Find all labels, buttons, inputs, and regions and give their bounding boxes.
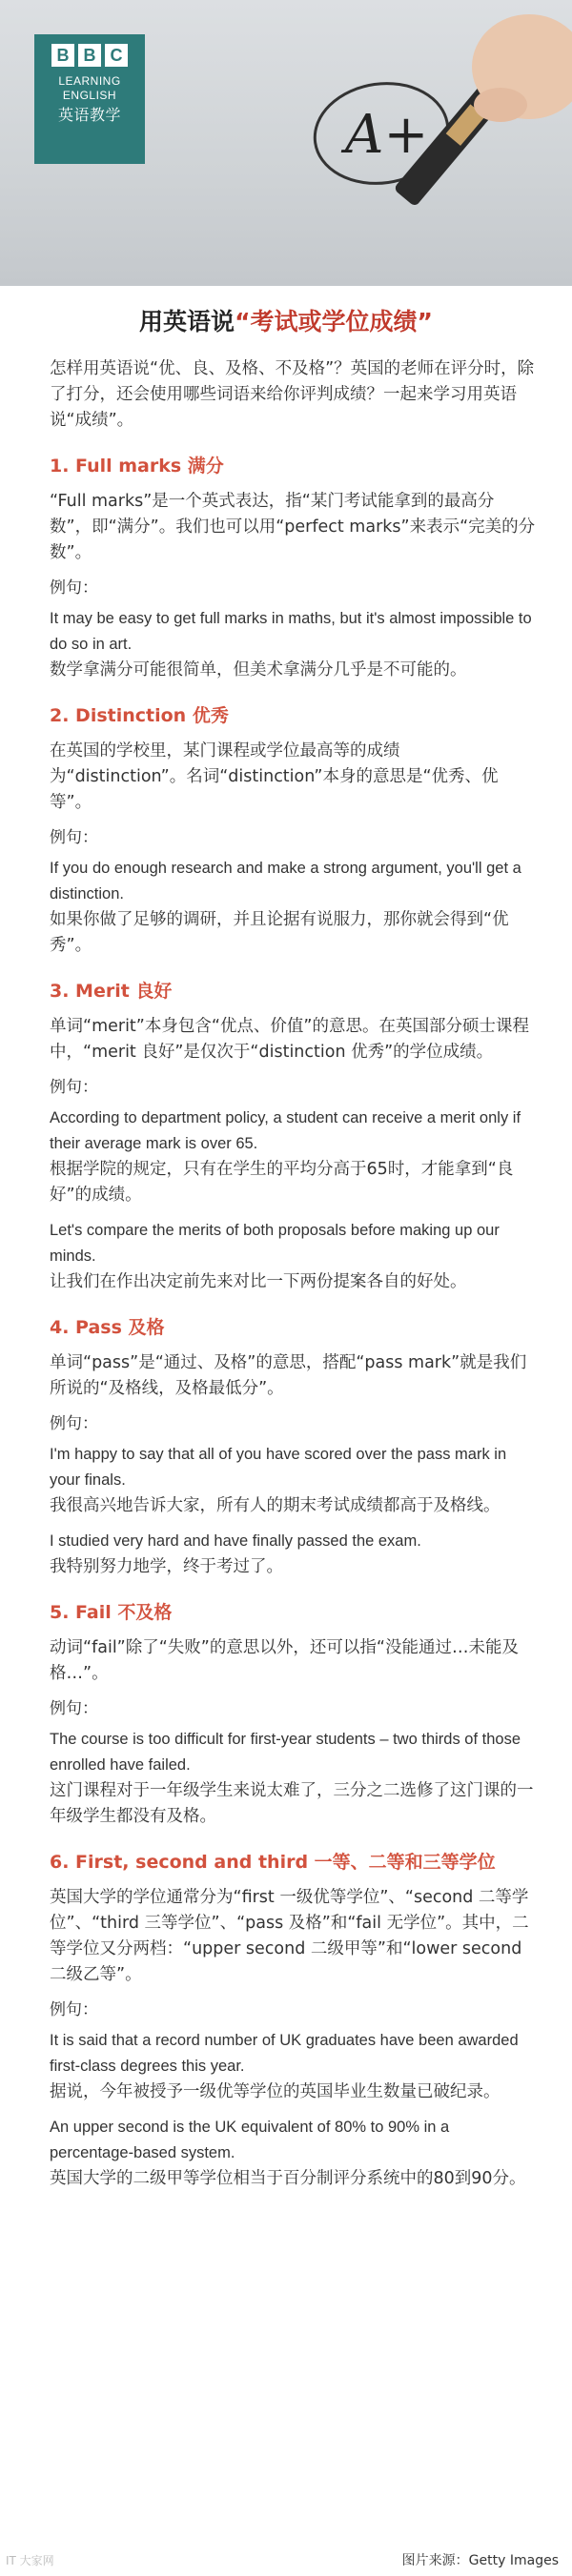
section-degree-classes [0,1849,572,2192]
section-heading: 5. Fail 不及格 [50,1602,173,1623]
section-heading: 1. Full marks 满分 [50,456,224,477]
example-label: 例句： [50,578,98,598]
example-english: The course is too difficult for first-year students – two thirds of those enrolled have failed. [50,1731,521,1774]
image-source: 图片来源：Getty Images [401,2553,559,2568]
example-chinese: 如果你做了足够的调研，并且论据有说服力，那你就会得到“优秀”。 [50,910,509,955]
example-label: 例句： [50,1078,98,1097]
example-chinese: 英国大学的二级甲等学位相当于百分制评分系统中的80到90分。 [50,2169,526,2188]
bbc-learning-english-logo [34,34,145,164]
section-heading: 6. First, second and third 一等、二等和三等学位 [50,1852,496,1873]
logo-line-learning: LEARNING [58,74,121,88]
title-prefix: 用英语说 [139,308,235,335]
example-english: According to department policy, a student can receive a merit only if their average mark is over 65. [50,1109,521,1152]
section-description: 英国大学的学位通常分为“first 一级优等学位”、“second 二等学位”、“third 三等学位”、“pass 及格”和“fail 无学位”。其中，二等学位又分两档：“upper second 二级甲等”和“lower second 二级乙等”。 [50,1888,529,1984]
example-english: Let's compare the merits of both proposals before making up our minds. [50,1222,500,1265]
grade-mark: A+ [345,104,429,166]
logo-chinese: 英语教学 [57,108,121,124]
hero-image [0,0,572,286]
section-full-marks [0,453,572,683]
intro-paragraph: 怎样用英语说“优、良、及格、不及格”？英国的老师在评分时，除了打分，还会使用哪些词语来给你评判成绩？一起来学习用英语说“成绩”。 [50,359,535,430]
section-heading: 2. Distinction 优秀 [50,705,229,726]
section-description: “Full marks”是一个英式表达，指“某门考试能拿到的最高分数”，即“满分”。我们也可以用“perfect marks”来表示“完美的分数”。 [50,492,536,562]
page-title [0,303,572,341]
section-fail [0,1599,572,1830]
section-description: 单词“pass”是“通过、及格”的意思，搭配“pass mark”就是我们所说的“及格线，及格最低分”。 [50,1353,527,1398]
example-chinese: 让我们在作出决定前先来对比一下两份提案各自的好处。 [50,1272,467,1291]
example-english: An upper second is the UK equivalent of 80% to 90% in a percentage-based system. [50,2119,450,2161]
bbc-letters [42,44,137,67]
section-description: 单词“merit”本身包含“优点、价值”的意思。在英国部分硕士课程中，“merit 良好”是仅次于“distinction 优秀”的学位成绩。 [50,1017,529,1062]
example-chinese: 这门课程对于一年级学生来说太难了，三分之二选修了这门课的一年级学生都没有及格。 [50,1781,534,1826]
section-pass [0,1314,572,1580]
article [0,286,572,2192]
example-label: 例句： [50,2000,98,2019]
example-chinese: 数学拿满分可能很简单，但美术拿满分几乎是不可能的。 [50,660,467,679]
example-chinese: 我特别努力地学，终于考过了。 [50,1557,283,1576]
bbc-letter-b2: B [78,44,101,67]
example-english: It is said that a record number of UK graduates have been awarded first-class degrees this year. [50,2032,519,2075]
section-description: 在英国的学校里，某门课程或学位最高等的成绩为“distinction”。名词“distinction”本身的意思是“优秀、优等”。 [50,741,499,812]
example-chinese: 根据学院的规定，只有在学生的平均分高于65时，才能拿到“良好”的成绩。 [50,1160,514,1205]
finger [474,88,527,122]
logo-line-english: ENGLISH [62,89,117,102]
example-label: 例句： [50,1414,98,1433]
section-heading: 3. Merit 良好 [50,981,173,1002]
example-english: I studied very hard and have finally passed the exam. [50,1532,421,1550]
section-distinction [0,702,572,959]
example-label: 例句： [50,1699,98,1718]
watermark: IT 大家网 [6,2554,54,2567]
section-description: 动词“fail”除了“失败”的意思以外，还可以指“没能通过…未能及格…”。 [50,1638,519,1683]
bbc-letter-c: C [105,44,128,67]
section-merit [0,978,572,1295]
example-chinese: 我很高兴地告诉大家，所有人的期末考试成绩都高于及格线。 [50,1496,500,1515]
bbc-letter-b1: B [51,44,74,67]
section-heading: 4. Pass 及格 [50,1317,165,1338]
footer [0,2545,572,2576]
example-chinese: 据说，今年被授予一级优等学位的英国毕业生数量已破纪录。 [50,2082,500,2101]
example-english: I'm happy to say that all of you have scored over the pass mark in your finals. [50,1446,507,1489]
grade-pen-illustration [286,0,572,286]
example-english: If you do enough research and make a strong argument, you'll get a distinction. [50,860,521,903]
example-english: It may be easy to get full marks in maths, but it's almost impossible to do so in art. [50,610,532,653]
title-highlight: “考试或学位成绩” [235,308,433,335]
example-label: 例句： [50,828,98,847]
